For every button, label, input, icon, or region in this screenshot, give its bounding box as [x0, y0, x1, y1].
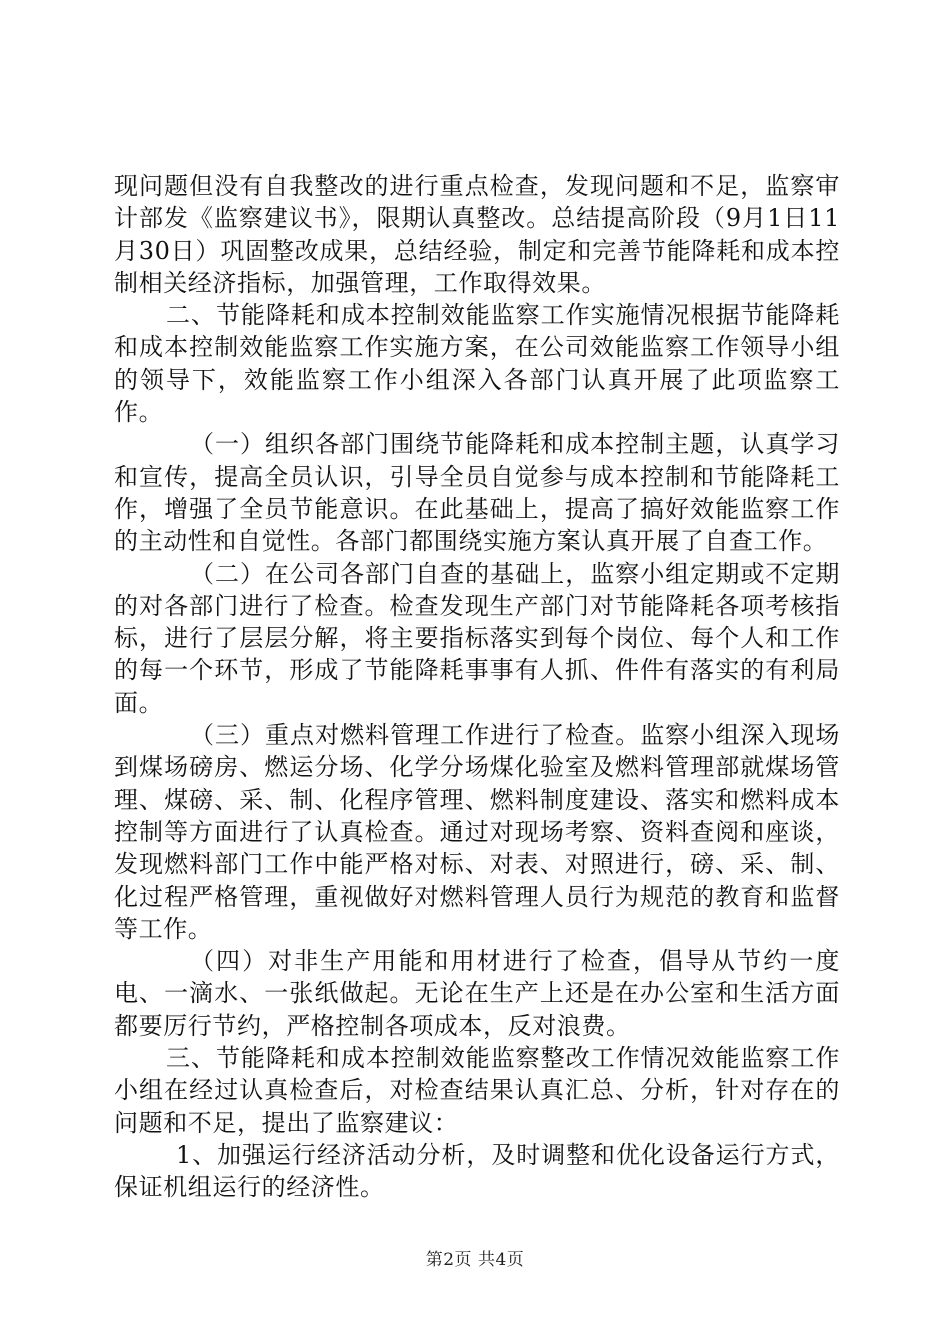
document-body	[114, 170, 840, 1204]
paragraph-item-2: （二）在公司各部门自查的基础上，监察小组定期或不定期的对各部门进行了检查。检查发现生产部门对节能降耗各项考核指标，进行了层层分解，将主要指标落实到每个岗位、每个人和工作的每一个环节，形成了节能降耗事事有人抓、件件有落实的有利局面。	[114, 559, 840, 717]
paragraph-continuation: 现问题但没有自我整改的进行重点检查，发现问题和不足，监察审计部发《监察建议书》，限期认真整改。总结提高阶段（9月1日11月30日）巩固整改成果，总结经验，制定和完善节能降耗和成本控制相关经济指标，加强管理，工作取得效果。	[114, 172, 840, 297]
paragraph-item-4: （四）对非生产用能和用材进行了检查，倡导从节约一度电、一滴水、一张纸做起。无论在生产上还是在办公室和生活方面都要厉行节约，严格控制各项成本，反对浪费。	[114, 947, 840, 1040]
paragraph-section-2: 二、节能降耗和成本控制效能监察工作实施情况根据节能降耗和成本控制效能监察工作实施方案，在公司效能监察工作领导小组的领导下，效能监察工作小组深入各部门认真开展了此项监察工作。	[114, 301, 840, 427]
paragraph-section-3: 三、节能降耗和成本控制效能监察整改工作情况效能监察工作小组在经过认真检查后，对检查结果认真汇总、分析，针对存在的问题和不足，提出了监察建议：	[114, 1044, 840, 1137]
paragraph-suggestion-1: 1、加强运行经济活动分析，及时调整和优化设备运行方式，保证机组运行的经济性。	[114, 1140, 840, 1202]
page-number-footer: 第2页 共4页	[425, 1250, 525, 1270]
paragraph-item-3: （三）重点对燃料管理工作进行了检查。监察小组深入现场到煤场磅房、燃运分场、化学分场煤化验室及燃料管理部就煤场管理、煤磅、采、制、化程序管理、燃料制度建设、落实和燃料成本控制等方面进行了认真检查。通过对现场考察、资料查阅和座谈，发现燃料部门工作中能严格对标、对表、对照进行，磅、采、制、化过程严格管理，重视做好对燃料管理人员行为规范的教育和监督等工作。	[114, 721, 840, 943]
paragraph-item-1: （一）组织各部门围绕节能降耗和成本控制主题，认真学习和宣传，提高全员认识，引导全员自觉参与成本控制和节能降耗工作，增强了全员节能意识。在此基础上，提高了搞好效能监察工作的主动性和自觉性。各部门都围绕实施方案认真开展了自查工作。	[114, 430, 840, 556]
